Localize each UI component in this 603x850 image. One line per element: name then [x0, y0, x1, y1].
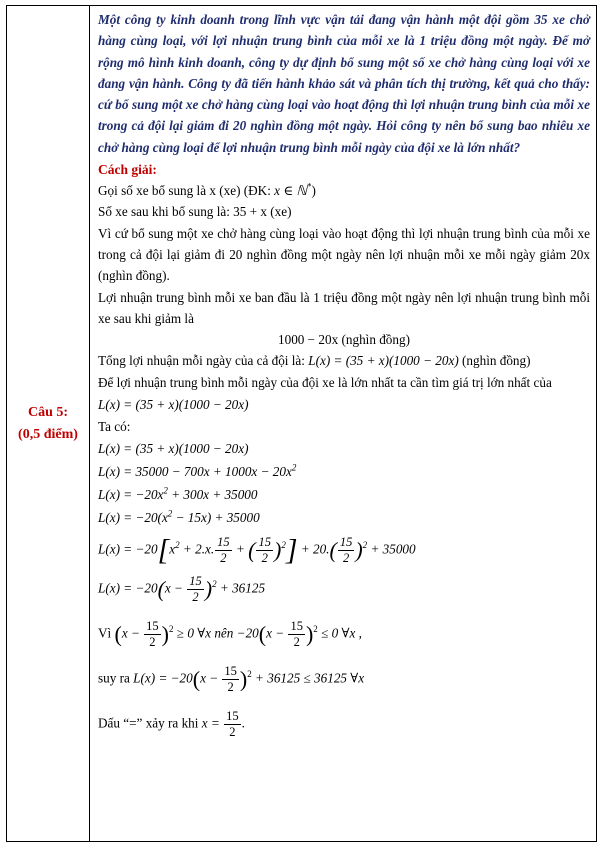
equation-1: L(x) = (35 + x)(1000 − 20x) [98, 441, 249, 457]
solution-table [6, 5, 597, 842]
equation-4: $L(x) = -20(x^2 - 15x) + 35000$ [98, 508, 260, 526]
center-expression: 1000 − 20x (nghìn đồng) [278, 332, 410, 348]
question-label: Câu 5: [27, 404, 69, 420]
solution-cell [90, 6, 597, 842]
solution-line-2: Số xe sau khi bổ sung là: 35 + x (xe) [98, 204, 292, 220]
question-label-cell [7, 6, 90, 842]
goal-expression: L(x) = (35 + x)(1000 − 20x) [98, 397, 249, 413]
equation-3: $L(x) = -20x^2 + 300x + 35000$ [98, 485, 258, 503]
goal-line: Để lợi nhuận trung bình mỗi ngày của đội xe là lớn nhất ta cần tìm giá trị lớn nhất của [98, 374, 552, 390]
total-profit-line: Tổng lợi nhuận mỗi ngày của cả đội là: L(x) = (35 + x)(1000 − 20x) (nghìn đồng) [98, 353, 531, 369]
solution-para-1: Vì cứ bổ sung một xe chở hàng cùng loại vào hoạt động thì lợi nhuận trung bình của mỗi xe trong cả đội lại giảm đi 20 nghìn đồng một ngày nên lợi nhuận mỗi xe mỗi ngày giảm 20x (nghìn đồng). [98, 225, 590, 284]
equality-line: Dấu “=” xảy ra khi x = $\frac{15}{2}$ . [98, 709, 245, 740]
therefore-line: suy ra L(x) = −20(x − $\frac{15}{2}$ )$^2$ + 36125 ≤ 36125 ∀x [98, 664, 365, 695]
since-line: Vì (x − $\frac{15}{2}$ )$^2$ ≥ 0 ∀x nên −20(x − $\frac{15}{2}$ )$^2$ ≤ 0 ∀x , [98, 619, 362, 650]
problem-text: Một công ty kinh doanh trong lĩnh vực vận tải đang vận hành một đội gồm 35 xe chở hàng cùng loại, với lợi nhuận trung bình của mỗi xe là 1 triệu đồng một ngày. Để mở rộng mô hình kinh doanh, công ty dự định bổ sung một số xe chở hàng cùng loại với xe đang vận hành. Công ty đã tiến hành khảo sát và phân tích thị trường, kết quả cho thấy: cứ bổ sung một xe chở hàng cùng loại vào hoạt động thì lợi nhuận trung bình của mỗi xe trong cả đội lại giảm đi 20 nghìn đồng một ngày. Hỏi công ty nên bổ sung bao nhiêu xe chở hàng cùng loại để lợi nhuận trung bình mỗi ngày của đội xe là lớn nhất? [98, 12, 590, 155]
question-points: (0,5 điểm) [18, 426, 78, 442]
solution-para-2: Lợi nhuận trung bình mỗi xe ban đầu là 1 triệu đồng một ngày nên lợi nhuận trung bình mỗi xe sau khi giảm là [98, 289, 590, 326]
solution-line-1: Gọi số xe bổ sung là x (xe) (ĐK: x ∈ ℕ*) [98, 181, 316, 199]
equation-2: $L(x) = 35000 - 700x + 1000x - 20x^2$ [98, 462, 297, 480]
equation-5: $L(x) = -20[x^2 + 2.x$. $\frac{15}{2}$ + ( $\frac{15}{2}$ )$^2$] + 20.( $\frac{15}{2}$ )$^2$ + 35000 [98, 533, 416, 567]
taco-line: Ta có: [98, 419, 131, 435]
equation-6: L(x) = −20(x − $\frac{15}{2}$ )$^2$ + 36125 [98, 574, 266, 605]
solution-heading: Cách giải: [98, 162, 157, 178]
